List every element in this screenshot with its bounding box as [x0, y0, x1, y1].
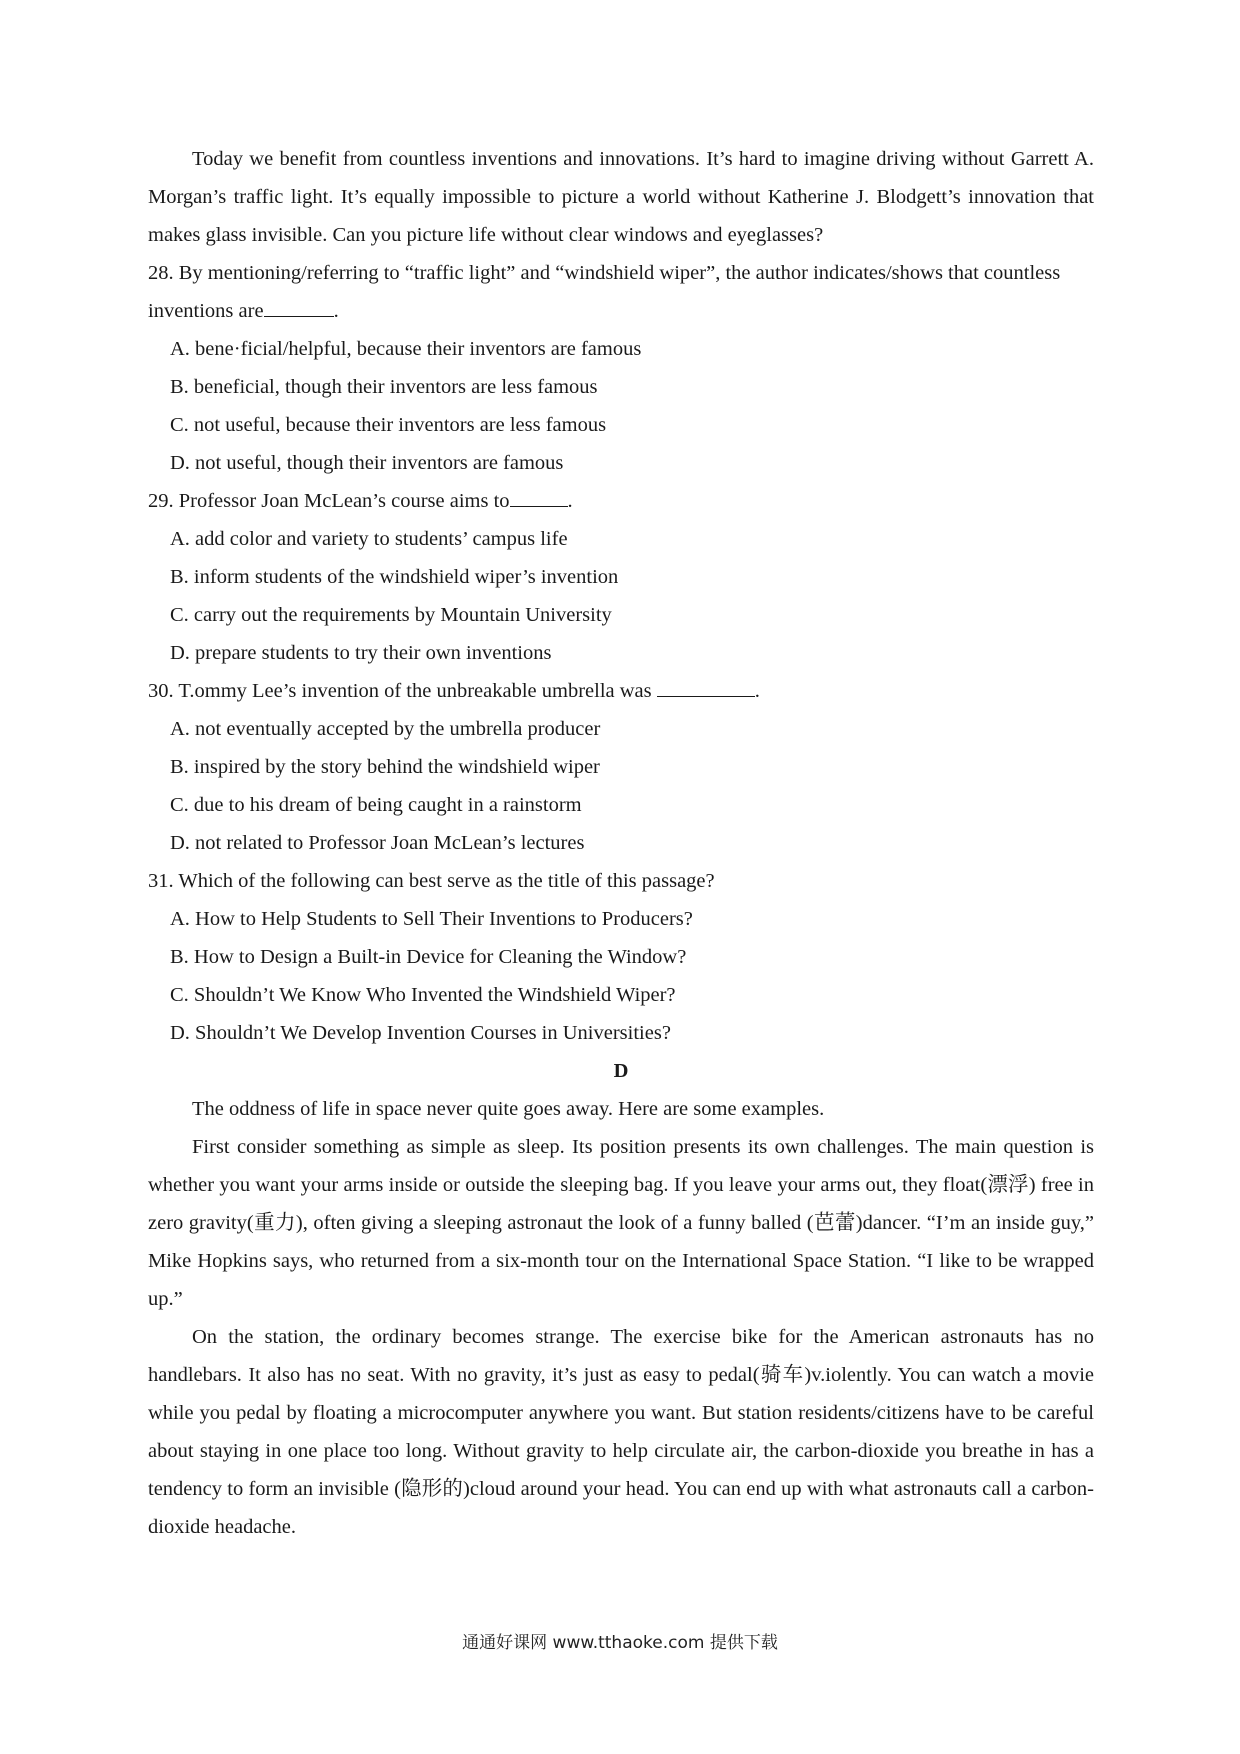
- question-stem-end: .: [754, 680, 760, 702]
- section-heading: D: [613, 1060, 629, 1082]
- section-d-paragraph-1: The oddness of life in space never quite goes away. Here are some examples.: [192, 1098, 825, 1120]
- intro-paragraph: Today we benefit from countless inventions and innovations. It’s hard to imagine driving without Garrett A. Morgan’s traffic light. It’s equally impossible to picture a world without Katherine J. Blodgett’s innovation that makes glass invisible. Can you picture life without clear windows and eyeglasses?: [148, 148, 1094, 246]
- question-29: [148, 482, 1094, 672]
- option-a: A. add color and variety to students’ campus life: [170, 528, 568, 550]
- question-stem: [148, 254, 1094, 330]
- question-stem-text: 30. T.ommy Lee’s invention of the unbreakable umbrella was: [148, 680, 657, 702]
- question-stem: [148, 862, 1094, 900]
- page-footer: 通通好课网 www.tthaoke.com 提供下载: [462, 1633, 778, 1653]
- question-stem-end: .: [567, 490, 573, 512]
- option-c: C. not useful, because their inventors are less famous: [170, 414, 607, 436]
- option-d: D. not useful, though their inventors are famous: [170, 452, 564, 474]
- question-28: [148, 254, 1094, 482]
- option-c: C. carry out the requirements by Mountain University: [170, 604, 612, 626]
- question-stem-end: .: [333, 300, 339, 322]
- option-b: B. How to Design a Built-in Device for Cleaning the Window?: [170, 946, 687, 968]
- option-b: B. inspired by the story behind the windshield wiper: [170, 756, 600, 778]
- exam-page: [148, 140, 1094, 1546]
- question-stem: [148, 482, 1094, 520]
- option-d: D. Shouldn’t We Develop Invention Courses in Universities?: [170, 1022, 671, 1044]
- question-stem-text: 28. By mentioning/referring to “traffic light” and “windshield wiper”, the author indicates/shows that countless inventions are: [148, 262, 1061, 322]
- option-c: C. Shouldn’t We Know Who Invented the Windshield Wiper?: [170, 984, 676, 1006]
- option-b: B. inform students of the windshield wiper’s invention: [170, 566, 619, 588]
- section-d-paragraph-3: On the station, the ordinary becomes strange. The exercise bike for the American astronauts has no handlebars. It also has no seat. With no gravity, it’s just as easy to pedal(骑车)v.iolently. You can watch a movie while you pedal by floating a microcomputer anywhere you want. But station residents/citizens have to be careful about staying in one place too long. Without gravity to help circulate air, the carbon-dioxide you breathe in has a tendency to form an invisible (隐形的)cloud around your head. You can end up with what astronauts call a carbon-dioxide headache.: [148, 1326, 1094, 1538]
- question-31: [148, 862, 1094, 1052]
- question-30: [148, 672, 1094, 862]
- option-b: B. beneficial, though their inventors are less famous: [170, 376, 598, 398]
- section-d-paragraph-2: First consider something as simple as sleep. Its position presents its own challenges. The main question is whether you want your arms inside or outside the sleeping bag. If you leave your arms out, they float(漂浮) free in zero gravity(重力), often giving a sleeping astronaut the look of a funny balled (芭蕾)dancer. “I’m an inside guy,” Mike Hopkins says, who returned from a six-month tour on the International Space Station. “I like to be wrapped up.”: [148, 1136, 1094, 1310]
- option-c: C. due to his dream of being caught in a rainstorm: [170, 794, 582, 816]
- option-a: A. bene·ficial/helpful, because their inventors are famous: [170, 338, 642, 360]
- option-a: A. How to Help Students to Sell Their Inventions to Producers?: [170, 908, 693, 930]
- answer-blank: [657, 676, 755, 697]
- answer-blank: [264, 296, 334, 317]
- option-d: D. prepare students to try their own inventions: [170, 642, 552, 664]
- question-stem-text: 29. Professor Joan McLean’s course aims to: [148, 490, 510, 512]
- option-a: A. not eventually accepted by the umbrella producer: [170, 718, 601, 740]
- question-stem-text: 31. Which of the following can best serve as the title of this passage?: [148, 870, 715, 892]
- question-stem: [148, 672, 1094, 710]
- answer-blank: [510, 486, 568, 507]
- option-d: D. not related to Professor Joan McLean’s lectures: [170, 832, 585, 854]
